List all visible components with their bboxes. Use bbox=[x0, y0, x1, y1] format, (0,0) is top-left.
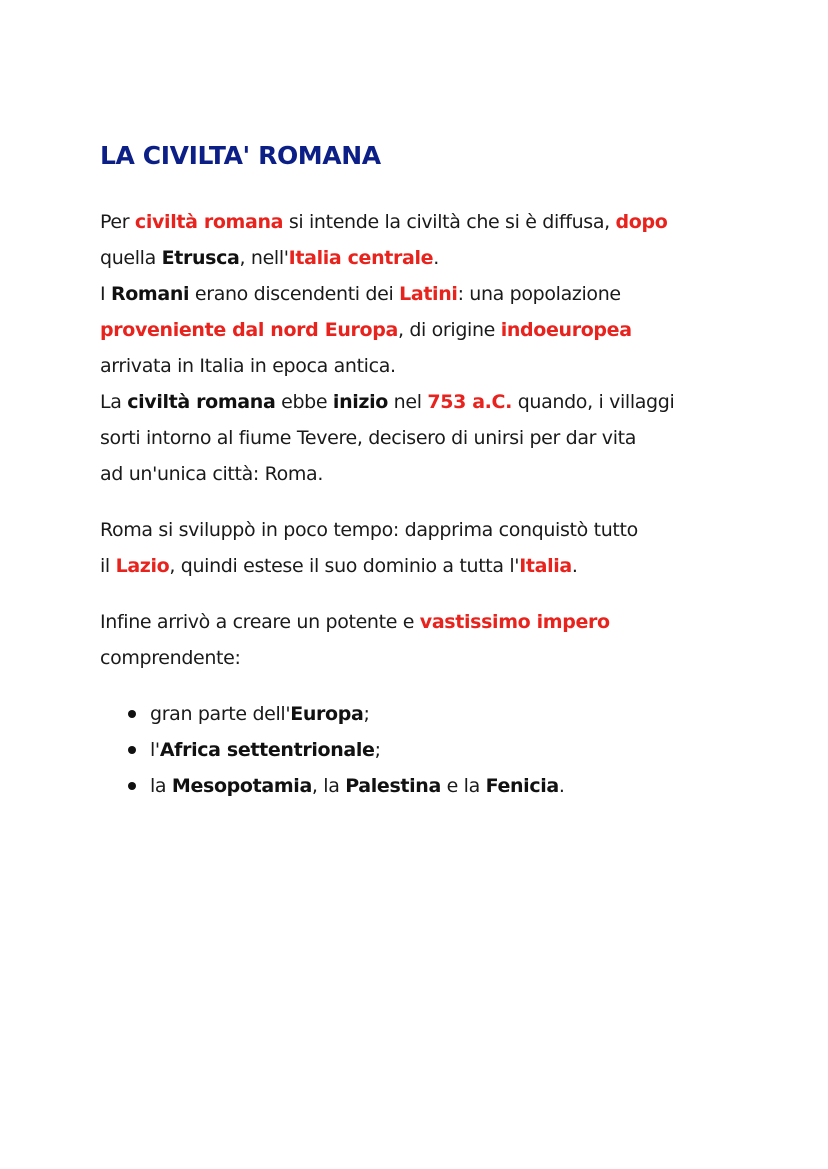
highlight-red: proveniente dal nord Europa bbox=[100, 319, 398, 341]
text-run: il bbox=[100, 555, 116, 577]
paragraph-intro bbox=[100, 204, 740, 492]
text-run: gran parte dell' bbox=[150, 703, 291, 725]
text-run: erano discendenti dei bbox=[189, 283, 400, 305]
text-run: , la bbox=[311, 775, 346, 797]
text-run: la bbox=[150, 775, 172, 797]
text-run: Infine arrivò a creare un potente e bbox=[100, 611, 420, 633]
highlight-red: civiltà romana bbox=[134, 211, 284, 233]
text-run: Per bbox=[100, 211, 135, 233]
highlight-red: Italia bbox=[519, 555, 572, 577]
highlight-bold: inizio bbox=[332, 391, 388, 413]
document-page bbox=[100, 138, 740, 804]
text-run: quando, i villaggi bbox=[512, 391, 675, 413]
highlight-red: Lazio bbox=[115, 555, 170, 577]
highlight-red: dopo bbox=[615, 211, 668, 233]
text-run: : una popolazione bbox=[457, 283, 621, 305]
highlight-red: 753 a.C. bbox=[427, 391, 513, 413]
highlight-bold: Romani bbox=[110, 283, 190, 305]
text-run: ad un'unica città: Roma. bbox=[100, 463, 324, 485]
text-run: . bbox=[433, 247, 439, 269]
highlight-bold: Mesopotamia bbox=[171, 775, 312, 797]
highlight-bold: Palestina bbox=[345, 775, 441, 797]
highlight-bold: Africa settentrionale bbox=[159, 739, 375, 761]
list-item bbox=[126, 732, 740, 768]
highlight-bold: civiltà romana bbox=[127, 391, 276, 413]
text-run: l' bbox=[150, 739, 160, 761]
territories-list bbox=[100, 696, 740, 804]
highlight-red: vastissimo impero bbox=[419, 611, 610, 633]
text-run: ; bbox=[363, 703, 370, 725]
text-run: nel bbox=[387, 391, 428, 413]
list-item bbox=[126, 768, 740, 804]
paragraph-expansion bbox=[100, 512, 740, 584]
text-run: Roma si sviluppò in poco tempo: dapprima conquistò tutto bbox=[100, 519, 638, 541]
text-run: I bbox=[100, 283, 111, 305]
document-title: LA CIVILTA' ROMANA bbox=[100, 141, 381, 170]
text-run: e la bbox=[440, 775, 486, 797]
text-run: . bbox=[571, 555, 578, 577]
bullet-icon bbox=[128, 782, 136, 790]
text-run: ; bbox=[374, 739, 381, 761]
text-run: comprendente: bbox=[100, 647, 241, 669]
text-run: si intende la civiltà che si è diffusa, bbox=[283, 211, 616, 233]
highlight-bold: Fenicia bbox=[485, 775, 559, 797]
text-run: ebbe bbox=[275, 391, 333, 413]
paragraph-empire bbox=[100, 604, 740, 676]
highlight-bold: Europa bbox=[290, 703, 364, 725]
highlight-bold: Etrusca bbox=[161, 247, 240, 269]
list-item bbox=[126, 696, 740, 732]
highlight-red: Italia centrale bbox=[288, 247, 434, 269]
highlight-red: indoeuropea bbox=[500, 319, 632, 341]
text-run: , quindi estese il suo dominio a tutta l' bbox=[169, 555, 520, 577]
text-run: , nell' bbox=[239, 247, 289, 269]
text-run: sorti intorno al fiume Tevere, decisero di unirsi per dar vita bbox=[100, 427, 637, 449]
bullet-icon bbox=[128, 746, 136, 754]
text-run: , di origine bbox=[397, 319, 501, 341]
text-run: La bbox=[100, 391, 128, 413]
text-run: quella bbox=[100, 247, 162, 269]
text-run: arrivata in Italia in epoca antica. bbox=[100, 355, 396, 377]
bullet-icon bbox=[128, 710, 136, 718]
text-run: . bbox=[558, 775, 565, 797]
highlight-red: Latini bbox=[399, 283, 458, 305]
